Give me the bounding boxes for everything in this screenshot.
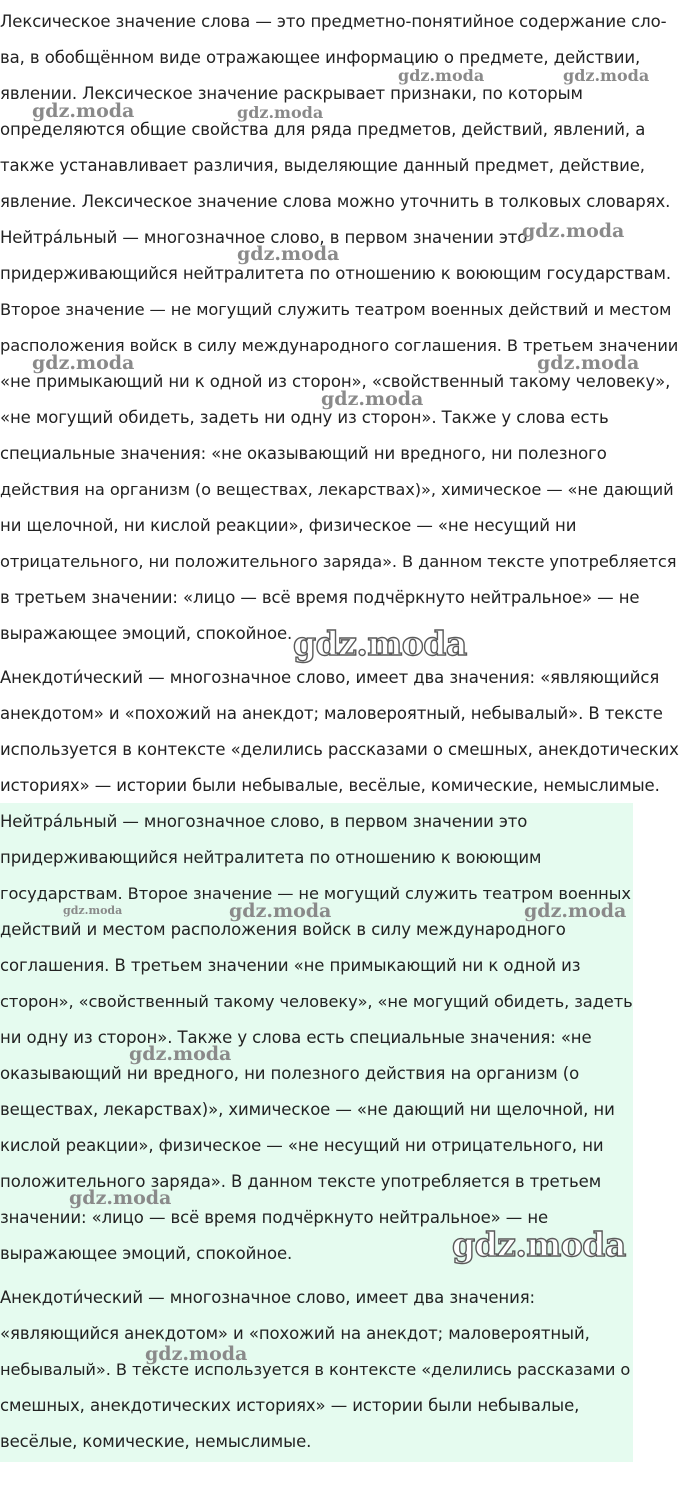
- text-line: кислой реакции», физическое — «не несущий ни отрицательного, ни: [0, 1136, 604, 1155]
- watermark: gdz.moda: [563, 66, 650, 85]
- watermark: gdz.moda: [229, 900, 332, 922]
- lexical-meaning-paragraph: [0, 4, 680, 652]
- watermark: gdz.moda: [129, 1043, 232, 1065]
- text-line: явление. Лексическое значение слова можно уточнить в толковых словарях.: [0, 192, 671, 211]
- text-line: используется в контексте «делились рассказами о смешных, анекдотических: [0, 740, 679, 759]
- text-line: «не могущий обидеть, задеть ни одну из сторон». Также у слова есть: [0, 408, 609, 427]
- text-line: Лексическое значение слова — это предметно-понятийное содержание сло-: [0, 12, 667, 31]
- text-line: сторон», «свойственный такому человеку», «не могущий обидеть, задеть: [0, 992, 633, 1011]
- watermark: gdz.moda: [63, 904, 123, 917]
- text-line: в третьем значении: «лицо — всё время подчёркнуто нейтральное» — не: [0, 588, 640, 607]
- anecdotal-definition-highlighted: [0, 1280, 633, 1460]
- text-line: «не примыкающий ни к одной из сторон», «свойственный такому человеку»,: [0, 372, 671, 391]
- watermark: gdz.moda: [524, 900, 627, 922]
- text-line: явлении. Лексическое значение раскрывает признаки, по которым: [0, 84, 583, 103]
- text-line: Нейтра́льный — многозначное слово, в первом значении это: [0, 228, 528, 247]
- text-line: небывалый». В тексте используется в контексте «делились рассказами о: [0, 1360, 631, 1379]
- text-line: действия на организм (о веществах, лекарствах)», химическое — «не дающий: [0, 480, 674, 499]
- text-line: «являющийся анекдотом» и «похожий на анекдот; маловероятный,: [0, 1324, 590, 1343]
- watermark: gdz.moda: [145, 1343, 248, 1365]
- watermark: gdz.moda: [321, 388, 424, 410]
- text-line: также устанавливает различия, выделяющие данный предмет, действие,: [0, 156, 645, 175]
- text-line: выражающее эмоций, спокойное.: [0, 624, 293, 643]
- text-line: Второе значение — не могущий служить театром военных действий и местом: [0, 300, 672, 319]
- watermark: gdz.moda: [237, 243, 340, 265]
- text-line: придерживающийся нейтралитета по отношению к воюющим государствам.: [0, 264, 672, 283]
- text-line: Анекдоти́ческий — многозначное слово, имеет два значения: «являющийся: [0, 668, 660, 687]
- watermark: gdz.moda: [522, 220, 625, 242]
- neutral-definition-highlighted: [0, 804, 633, 1272]
- text-line: расположения войск в силу международного соглашения. В третьем значении: [0, 336, 679, 355]
- text-line: действий и местом расположения войск в силу международного: [0, 920, 566, 939]
- text-line: выражающее эмоций, спокойное.: [0, 1244, 293, 1263]
- text-line: веществах, лекарствах)», химическое — «не дающий ни щелочной, ни: [0, 1100, 615, 1119]
- anecdotal-definition-paragraph: [0, 660, 680, 804]
- watermark: gdz.moda: [398, 66, 485, 85]
- text-line: значении: «лицо — всё время подчёркнуто нейтральное» — не: [0, 1208, 549, 1227]
- text-line: смешных, анекдотических историях» — истории были небывалые,: [0, 1396, 580, 1415]
- watermark: gdz.moda: [537, 352, 640, 374]
- text-line: оказывающий ни вредного, ни полезного действия на организм (о: [0, 1064, 580, 1083]
- text-line: историях» — истории были небывалые, весёлые, комические, немыслимые.: [0, 776, 660, 795]
- text-line: ни щелочной, ни кислой реакции», физическое — «не несущий ни: [0, 516, 577, 535]
- watermark: gdz.moda: [69, 1187, 172, 1209]
- text-line: Анекдоти́ческий — многозначное слово, имеет два значения:: [0, 1288, 536, 1307]
- watermark-large: gdz.moda: [293, 624, 467, 663]
- text-line: специальные значения: «не оказывающий ни вредного, ни полезного: [0, 444, 607, 463]
- watermark: gdz.moda: [32, 352, 135, 374]
- text-line: отрицательного, ни положительного заряда». В данном тексте употребляется: [0, 552, 677, 571]
- text-line: соглашения. В третьем значении «не примыкающий ни к одной из: [0, 956, 581, 975]
- watermark-large: gdz.moda: [452, 1225, 626, 1264]
- watermark: gdz.moda: [32, 100, 135, 122]
- text-line: ни одну из сторон». Также у слова есть специальные значения: «не: [0, 1028, 592, 1047]
- watermark: gdz.moda: [237, 103, 324, 122]
- text-line: определяются общие свойства для ряда предметов, действий, явлений, а: [0, 120, 646, 139]
- text-line: анекдотом» и «похожий на анекдот; маловероятный, небывалый». В тексте: [0, 704, 663, 723]
- text-line: весёлые, комические, немыслимые.: [0, 1432, 312, 1451]
- text-line: ва, в обобщённом виде отражающее информацию о предмете, действии,: [0, 48, 641, 67]
- text-line: положительного заряда». В данном тексте употребляется в третьем: [0, 1172, 602, 1191]
- text-line: придерживающийся нейтралитета по отношению к воюющим: [0, 848, 542, 867]
- text-line: Нейтра́льный — многозначное слово, в первом значении это: [0, 812, 528, 831]
- text-line: государствам. Второе значение — не могущий служить театром военных: [0, 884, 631, 903]
